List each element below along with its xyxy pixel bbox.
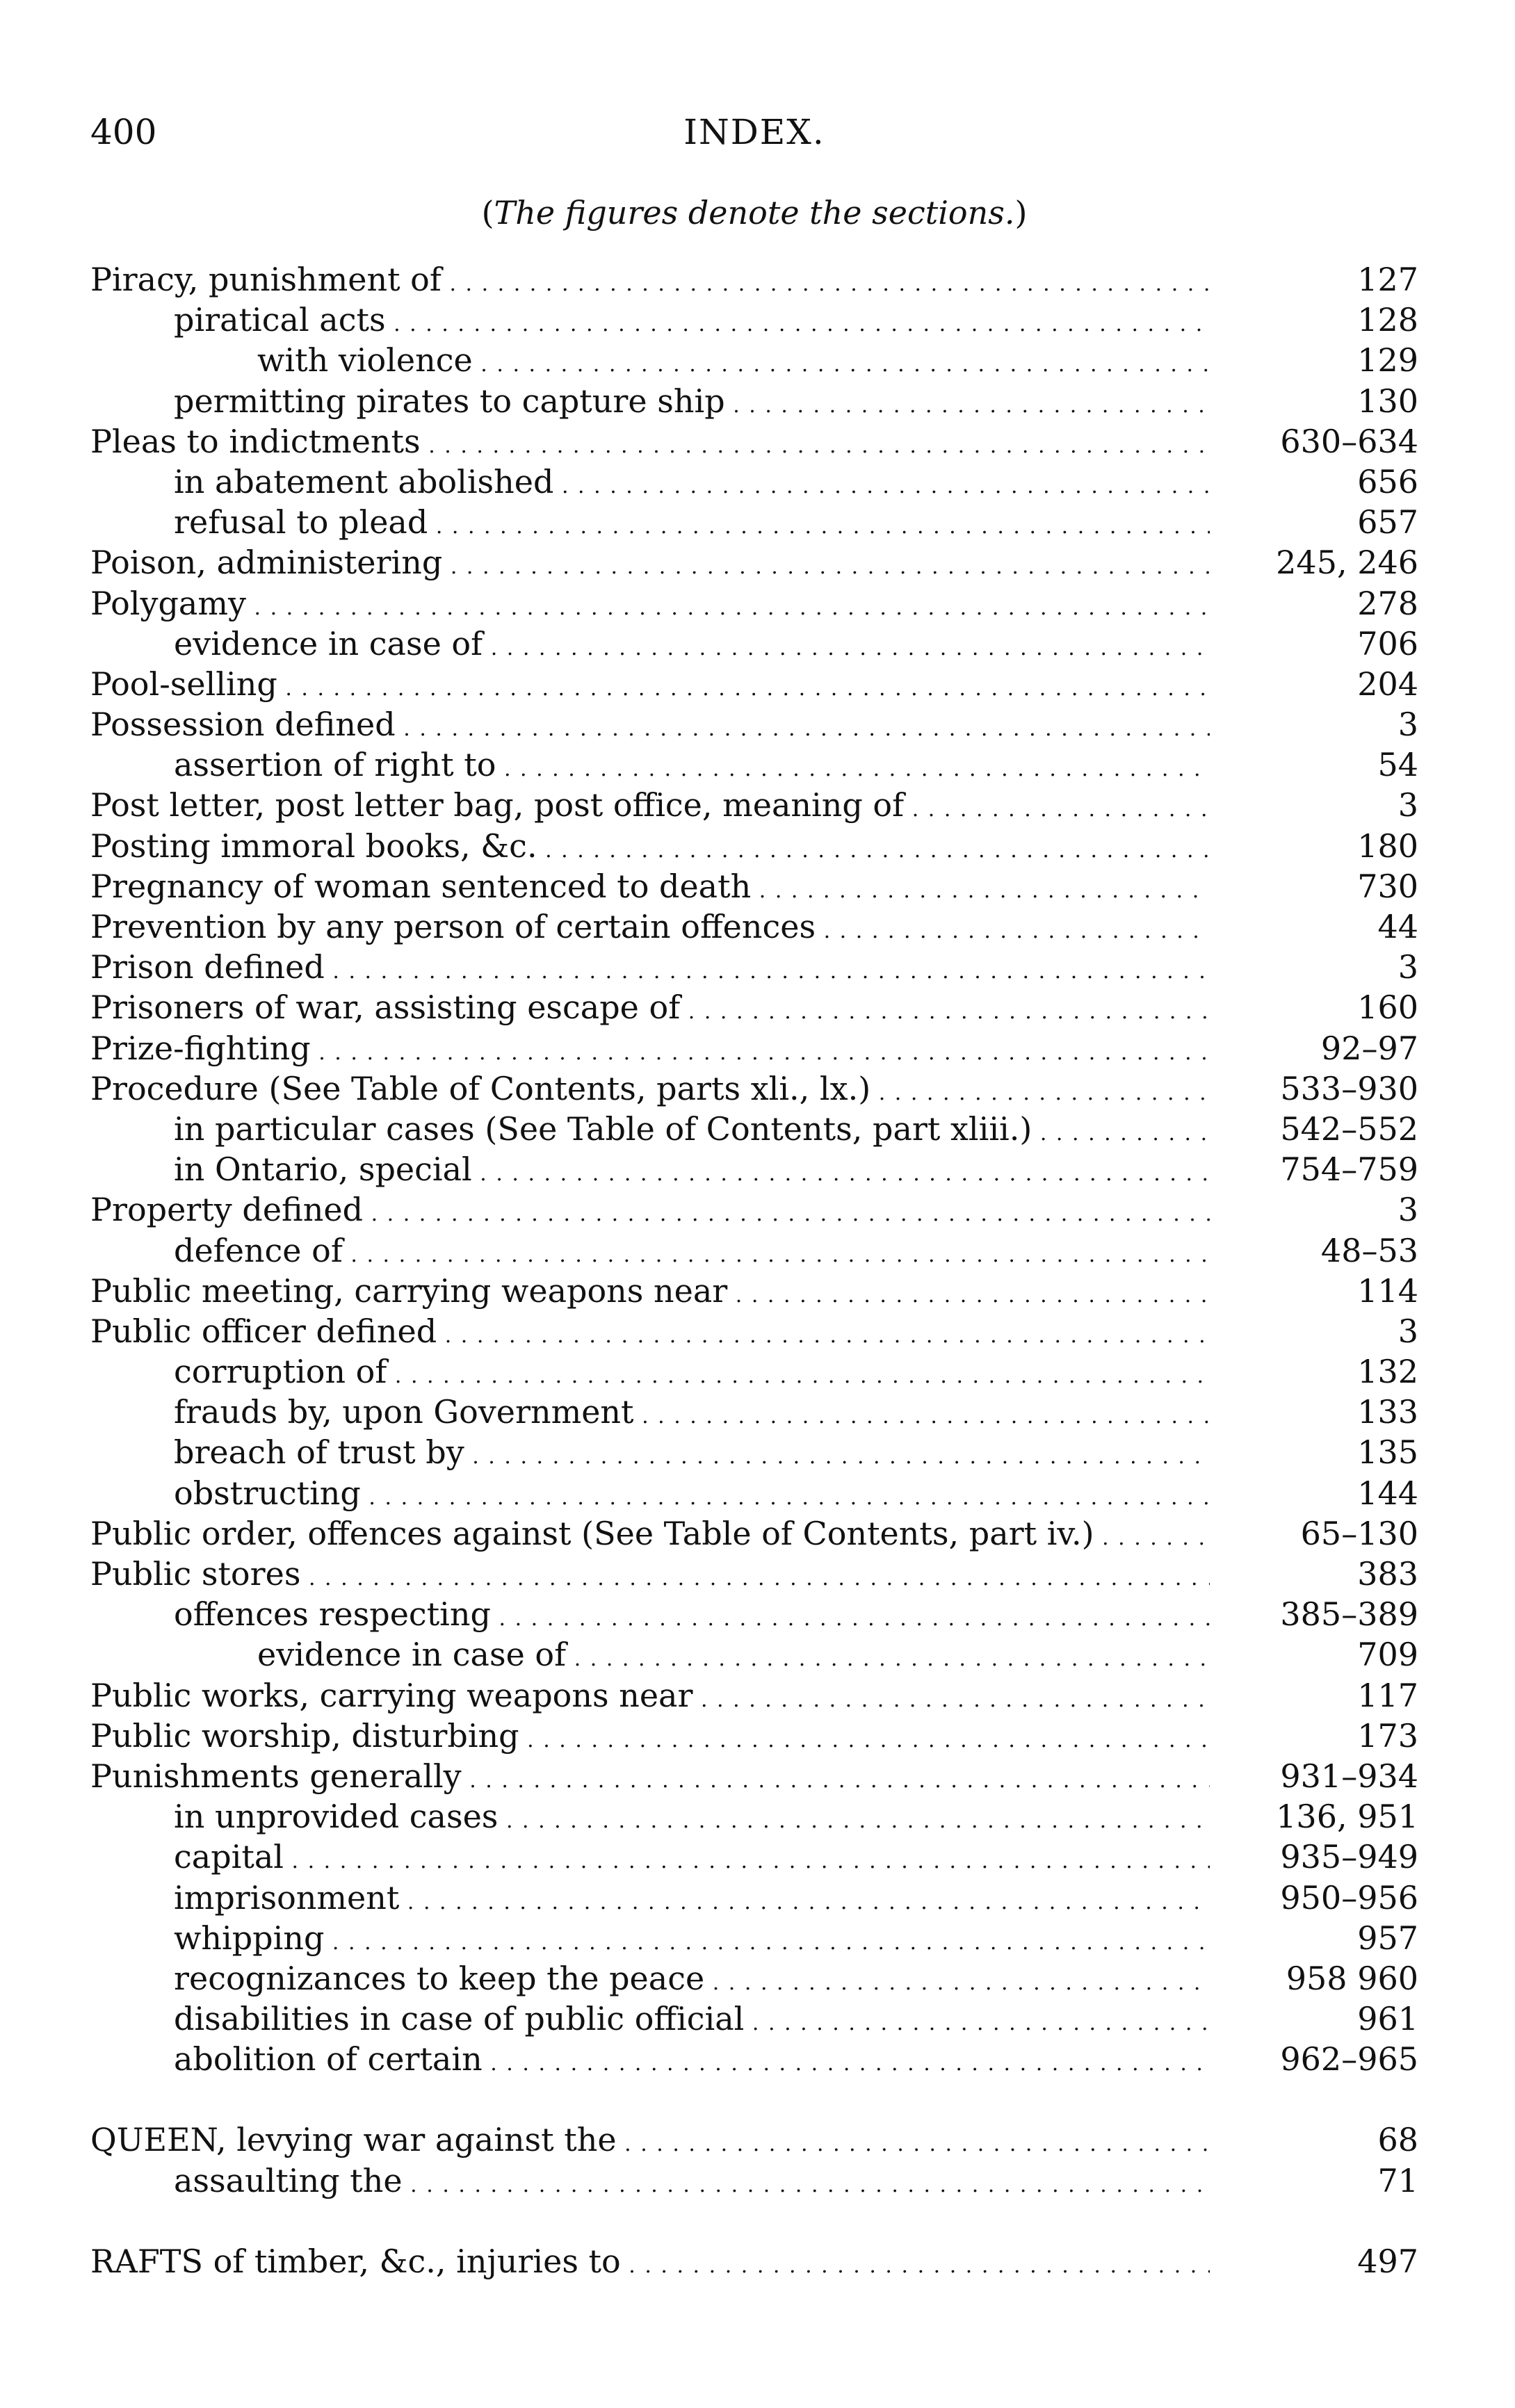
index-entry xyxy=(90,583,1418,624)
index-entry-label: refusal to plead xyxy=(174,503,428,542)
index-entry-label-leader xyxy=(257,340,1224,385)
index-entry-label: Prison defined xyxy=(90,948,325,986)
index-entry-label: Possession defined xyxy=(90,706,396,744)
index-entry-label-leader xyxy=(90,1756,1224,1801)
index-entry-section-number: 68 xyxy=(1210,2120,1418,2160)
index-entry xyxy=(90,1675,1418,1716)
index-entry xyxy=(90,1796,1418,1837)
index-entry-label: disabilities in case of public official xyxy=(174,2000,745,2038)
index-entry-section-number: 709 xyxy=(1210,1634,1418,1675)
index-entry-section-number: 160 xyxy=(1210,987,1418,1027)
index-entry-label: Public order, offences against (See Table of Contents, part iv.) xyxy=(90,1514,1094,1552)
index-entry-label-leader xyxy=(174,2039,1224,2084)
index-entry-section-number: 497 xyxy=(1210,2241,1418,2281)
index-entry xyxy=(90,1513,1418,1554)
index-entry-label-leader xyxy=(90,704,1224,749)
index-entry-label: Piracy, punishment of xyxy=(90,261,441,298)
index-entry-label-leader xyxy=(174,1149,1224,1194)
index-entry-section-number: 127 xyxy=(1210,259,1418,300)
index-entry-section-number: 3 xyxy=(1210,1311,1418,1351)
index-entry-label: Prize-fighting xyxy=(90,1029,311,1067)
index-entry xyxy=(90,1634,1418,1675)
index-entry-label-leader xyxy=(90,906,1224,952)
index-entry-label-leader xyxy=(174,2161,1224,2206)
index-entry-label-leader xyxy=(174,1837,1224,1882)
index-entry-label-leader xyxy=(90,259,1224,304)
index-entry-label: assertion of right to xyxy=(174,746,496,784)
index-entry-label-leader xyxy=(90,583,1224,628)
subtitle-close-paren: ) xyxy=(1014,194,1028,231)
index-entry-label: in unprovided cases xyxy=(174,1798,499,1836)
index-entry xyxy=(90,906,1418,947)
index-entry-label-leader xyxy=(174,1796,1224,1841)
index-entry-label: Public officer defined xyxy=(90,1312,437,1350)
index-entry-label-leader xyxy=(90,1716,1224,1761)
index-entry-label: Property defined xyxy=(90,1191,364,1229)
index-entry-section-number: 931–934 xyxy=(1210,1756,1418,1796)
index-entry-label: Polygamy xyxy=(90,584,246,622)
index-entry xyxy=(90,987,1418,1027)
index-entry xyxy=(90,1999,1418,2039)
index-entry-section-number: 533–930 xyxy=(1210,1068,1418,1109)
index-entry-section-number: 71 xyxy=(1210,2161,1418,2201)
index-entry-label-leader xyxy=(174,1878,1224,1923)
index-entry-section-number: 136, 951 xyxy=(1210,1796,1418,1837)
index-entry-label: Public meeting, carrying weapons near xyxy=(90,1271,728,1310)
index-entry-label: Prevention by any person of certain offences xyxy=(90,908,816,945)
index-entry-section-number: 173 xyxy=(1210,1716,1418,1756)
index-entry xyxy=(90,1878,1418,1918)
index-entry xyxy=(90,745,1418,785)
index-entry-section-number: 3 xyxy=(1210,704,1418,745)
index-entry xyxy=(90,866,1418,906)
index-entry-label-leader xyxy=(90,947,1224,992)
index-entry-label-leader xyxy=(90,2241,1224,2286)
index-entry-label: whipping xyxy=(174,1919,325,1957)
index-entry-section-number: 706 xyxy=(1210,624,1418,664)
index-entry-section-number: 54 xyxy=(1210,745,1418,785)
index-entry-section-number: 180 xyxy=(1210,826,1418,866)
index-entry-label-leader xyxy=(90,421,1224,466)
index-entry-label: abolition of certain xyxy=(174,2040,483,2078)
index-entry-label: Posting immoral books, &c. xyxy=(90,827,537,865)
index-entry xyxy=(90,1392,1418,1432)
index-entry-label-leader xyxy=(174,1594,1224,1639)
index-entry-label: Public works, carrying weapons near xyxy=(90,1676,693,1714)
index-entry-label: assaulting the xyxy=(174,2161,403,2199)
index-entry-label: Poison, administering xyxy=(90,544,443,582)
index-entry-section-number: 130 xyxy=(1210,381,1418,421)
index-entry-section-number: 129 xyxy=(1210,340,1418,380)
index-entry-label-leader xyxy=(90,1271,1224,1316)
index-entry-label: Public worship, disturbing xyxy=(90,1716,519,1755)
index-entry-label: in abatement abolished xyxy=(174,462,554,501)
index-entry-label: Procedure (See Table of Contents, parts xli., lx.) xyxy=(90,1069,871,1107)
index-entry-label-leader xyxy=(174,1473,1224,1518)
index-entry-section-number: 117 xyxy=(1210,1675,1418,1716)
index-entry-section-number: 383 xyxy=(1210,1554,1418,1594)
index-entry-label: offences respecting xyxy=(174,1595,491,1634)
index-entry-section-number: 133 xyxy=(1210,1392,1418,1432)
index-entry-label: defence of xyxy=(174,1231,343,1269)
index-entry-section-number: 3 xyxy=(1210,785,1418,825)
index-entry-label: evidence in case of xyxy=(174,624,483,662)
index-entry xyxy=(90,340,1418,380)
index-entry-label: evidence in case of xyxy=(257,1636,567,1674)
index-entry xyxy=(90,381,1418,421)
index-entry-label-leader xyxy=(90,542,1224,587)
index-entry-label-leader xyxy=(90,1554,1224,1599)
index-entry-label: recognizances to keep the peace xyxy=(174,1959,705,1997)
index-entry-section-number: 630–634 xyxy=(1210,421,1418,462)
index-entry-label-leader xyxy=(174,1958,1224,2003)
index-entry xyxy=(90,1028,1418,1068)
index-entry-section-number: 144 xyxy=(1210,1473,1418,1513)
index-entry xyxy=(90,502,1418,542)
index-entry-label: Punishments generally xyxy=(90,1757,462,1795)
index-entry-label-leader xyxy=(90,866,1224,911)
index-entry-section-number: 958 960 xyxy=(1210,1958,1418,1999)
index-entry-label: with violence xyxy=(257,341,473,380)
index-entry-label-leader xyxy=(90,826,1224,871)
index-entry-label-leader xyxy=(90,1028,1224,1073)
index-entry-label-leader xyxy=(90,1189,1224,1235)
index-entry xyxy=(90,1716,1418,1756)
index-entry xyxy=(90,2039,1418,2079)
index-entry-label-leader xyxy=(174,1392,1224,1437)
index-entry-section-number: 204 xyxy=(1210,664,1418,704)
index-entry-section-number: 128 xyxy=(1210,300,1418,340)
index-entry-label: piratical acts xyxy=(174,301,386,339)
index-entry xyxy=(90,826,1418,866)
index-entry xyxy=(90,1432,1418,1472)
index-entry-label-leader xyxy=(90,1513,1224,1559)
index-entry-label-leader xyxy=(174,1432,1224,1477)
index-entry-section-number: 278 xyxy=(1210,583,1418,624)
index-entry-label-leader xyxy=(90,664,1224,709)
subtitle-text: The figures denote the sections. xyxy=(494,194,1015,231)
index-entry-section-number: 950–956 xyxy=(1210,1878,1418,1918)
page-number: 400 xyxy=(90,112,157,152)
index-entry-section-number: 962–965 xyxy=(1210,2039,1418,2079)
index-entry-section-number: 957 xyxy=(1210,1918,1418,1958)
index-entry-label-leader xyxy=(174,1230,1224,1276)
index-entry xyxy=(90,1230,1418,1271)
index-entry xyxy=(90,1594,1418,1634)
page-subtitle xyxy=(90,193,1418,232)
index-entry-section-number: 135 xyxy=(1210,1432,1418,1472)
index-entry-label: breach of trust by xyxy=(174,1433,464,1472)
index-entry xyxy=(90,259,1418,300)
index-entry xyxy=(90,300,1418,340)
index-entry xyxy=(90,664,1418,704)
index-entry-label: permitting pirates to capture ship xyxy=(174,382,725,420)
index-entry-label-leader xyxy=(174,1918,1224,1963)
index-entry-section-number: 92–97 xyxy=(1210,1028,1418,1068)
index-entry xyxy=(90,542,1418,583)
index-entry-section-number: 245, 246 xyxy=(1210,542,1418,583)
index-entry-label: frauds by, upon Government xyxy=(174,1393,634,1431)
index-entry-section-number: 114 xyxy=(1210,1271,1418,1311)
index-entry xyxy=(90,1918,1418,1958)
index-entry-label-leader xyxy=(174,381,1224,426)
index-entry-section-number: 132 xyxy=(1210,1351,1418,1392)
index-entry-label: capital xyxy=(174,1838,284,1876)
index-entry-label: corruption of xyxy=(174,1353,387,1391)
index-entry xyxy=(90,1837,1418,1877)
index-entry-section-number: 3 xyxy=(1210,947,1418,987)
index-entry-label-leader xyxy=(90,1068,1224,1114)
index-entry-label-leader xyxy=(257,1634,1224,1679)
index-entry-section-number: 656 xyxy=(1210,462,1418,502)
index-entry-label-leader xyxy=(90,2120,1224,2165)
index-entry-section-number: 3 xyxy=(1210,1189,1418,1230)
index-entry xyxy=(90,1351,1418,1392)
index-entry-section-number: 730 xyxy=(1210,866,1418,906)
index-entry xyxy=(90,2120,1418,2160)
index-entry-section-number: 385–389 xyxy=(1210,1594,1418,1634)
index-entry-label: Pool-selling xyxy=(90,665,277,703)
index-entry-section-number: 657 xyxy=(1210,502,1418,542)
index-entry-label-leader xyxy=(90,1675,1224,1720)
index-entry xyxy=(90,462,1418,502)
index-entry xyxy=(90,1109,1418,1149)
index-entry-label-leader xyxy=(174,502,1224,547)
index-entry xyxy=(90,1756,1418,1796)
index-entries-list xyxy=(90,259,1418,2281)
index-entry-label: Pleas to indictments xyxy=(90,422,421,460)
index-entry xyxy=(90,947,1418,987)
index-entry-label-leader xyxy=(90,987,1224,1032)
index-entry-section-number: 542–552 xyxy=(1210,1109,1418,1149)
index-entry xyxy=(90,421,1418,462)
page-title: INDEX. xyxy=(683,112,825,152)
index-entry-label-leader xyxy=(90,1311,1224,1356)
index-entry-section-number: 44 xyxy=(1210,906,1418,947)
index-entry-label-leader xyxy=(174,300,1224,345)
index-entry-section-number: 935–949 xyxy=(1210,1837,1418,1877)
index-entry-label-leader xyxy=(174,1351,1224,1397)
index-entry-label: imprisonment xyxy=(174,1878,400,1917)
index-entry xyxy=(90,1271,1418,1311)
index-entry xyxy=(90,1311,1418,1351)
index-entry-label: Prisoners of war, assisting escape of xyxy=(90,989,681,1027)
index-entry xyxy=(90,704,1418,745)
index-entry-section-number: 961 xyxy=(1210,1999,1418,2039)
index-entry xyxy=(90,785,1418,825)
index-entry-section-number: 65–130 xyxy=(1210,1513,1418,1554)
index-entry-label: Pregnancy of woman sentenced to death xyxy=(90,867,752,905)
index-entry xyxy=(90,1958,1418,1999)
index-entry-label: QUEEN, levying war against the xyxy=(90,2121,617,2159)
index-entry-label-leader xyxy=(174,1109,1224,1154)
index-entry-section-number: 754–759 xyxy=(1210,1149,1418,1189)
index-entry xyxy=(90,2241,1418,2281)
index-entry-label: RAFTS of timber, &c., injuries to xyxy=(90,2242,621,2280)
index-entry-label: obstructing xyxy=(174,1474,361,1512)
index-entry xyxy=(90,624,1418,664)
index-entry-label: Post letter, post letter bag, post office, meaning of xyxy=(90,786,905,824)
subtitle-open-paren: ( xyxy=(481,194,494,231)
index-entry xyxy=(90,1554,1418,1594)
index-entry xyxy=(90,1149,1418,1189)
index-entry xyxy=(90,1189,1418,1230)
index-entry-label-leader xyxy=(174,745,1224,790)
index-entry xyxy=(90,1068,1418,1109)
index-entry-label-leader xyxy=(90,785,1224,830)
index-entry xyxy=(90,2161,1418,2201)
index-entry-section-number: 48–53 xyxy=(1210,1230,1418,1271)
index-page xyxy=(90,111,1418,2364)
index-entry xyxy=(90,1473,1418,1513)
index-entry-label-leader xyxy=(174,1999,1224,2044)
index-entry-label: in particular cases (See Table of Contents, part xliii.) xyxy=(174,1109,1032,1148)
index-entry-label-leader xyxy=(174,462,1224,507)
index-entry-label: in Ontario, special xyxy=(174,1150,472,1189)
index-entry-label-leader xyxy=(174,624,1224,669)
index-entry-label: Public stores xyxy=(90,1555,301,1593)
